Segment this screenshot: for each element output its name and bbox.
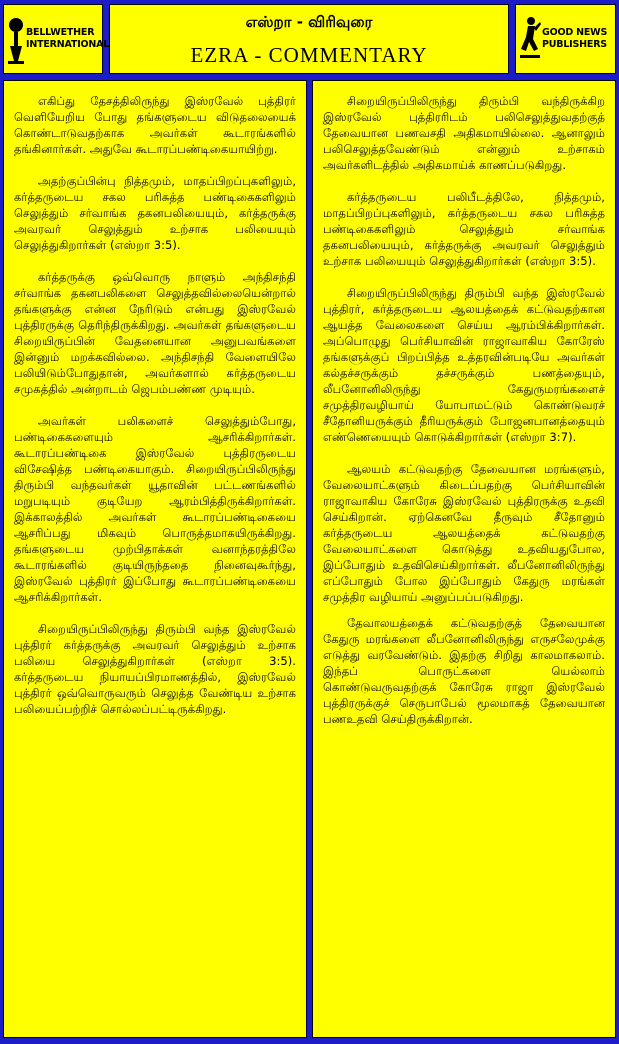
bellwether-logo-text xyxy=(26,27,109,51)
paragraph: கர்த்தருடைய பலிபீடத்திலே, நித்தமும், மாதப்பிறப்புகளிலும், கர்த்தருடைய சகல பரிசுத்த பண்டிகைகளிலும் செலுத்தும் சர்வாங்க தகனபலியையும், கர்த்தருக்கு அவரவர் செலுத்தும் உற்சாக பலியையும் செலுத்துகிறார்கள் (எஸ்றா 3:5). xyxy=(323,190,605,268)
paragraph: அவர்கள் பலிகளைச் செலுத்தும்போது, பண்டிகைகளையும் ஆசரிக்கிறார்கள். கூடாரப்பண்டிகை இஸ்ரவேல் புத்திரருடைய விசேஷித்த பண்டிகையாகும். சிறையிருப்பிலிருந்து திரும்பி வந்தவர்கள் யூதாவின் பட்டணங்களில் மறுபடியும் குடியேற ஆரம்பித்திருக்கிறார்கள். இக்காலத்தில் அவர்கள் கூடாரப்பண்டிகையை ஆசரிப்பது மிகவும் பொருத்தமாகயிருக்கிறது. தங்களுடைய முற்பிதாக்கள் வனாந்தரத்திலே கூடாரங்களில் குடியிருந்ததை நினைவுகூர்ந்து, இஸ்ரவேல் புத்திரர் இப்போது கூடாரப்பண்டிகையை ஆசரிக்கிறார்கள். xyxy=(14,414,296,604)
logo-line1: GOOD NEWS xyxy=(542,27,608,38)
paragraph: சிறையிருப்பிலிருந்து திரும்பி வந்த இஸ்ரவேல் புத்திரர், கர்த்தருடைய ஆலயத்தைக் கட்டுவதற்கான ஆயத்த வேலைகளை செய்ய ஆரம்பிக்கிறார்கள். அப்பொழுது பெர்சியாவின் ராஜாவாகிய கோரேஸ் தங்களுக்குப் பிறப்பித்த உத்தரவின்படியே அவர்கள் கல்தச்சருக்கும் தச்சருக்கும் பணத்தையும், லீபனோனிலிருந்து கேதுருமரங்களைச் சமுத்திரவழியாய் யோபாமட்டும் கொண்டுவரச் சீதோனியருக்கும் தீரியருக்கும் போஜனபானத்தையும் எண்ணெயையும் கொடுக்கிறார்கள் (எஸ்றா 3:7). xyxy=(323,286,605,444)
runner-figure-icon xyxy=(518,15,542,65)
right-column xyxy=(312,80,616,1038)
paragraph: கர்த்தருக்கு ஒவ்வொரு நாளும் அந்திசந்தி சர்வாங்க தகனபலிகளை செலுத்தவில்லையென்றால் தங்களுக்கு என்ன நேரிடும் என்பது இஸ்ரவேல் புத்திரருக்கு தெரிந்திருக்கிறது. அவர்கள் தங்களுடைய சிறையிருப்பின் வேதனையான அனுபவங்களை இன்னும் மறக்கவில்லை. அந்திசந்தி வேளையிலே பலியிடும்போதுதான், அவர்களால் கர்த்தருடைய சமுகத்தில் அன்றாடம் ஜெபம்பண்ண முடியும். xyxy=(14,270,296,396)
page-title-english: EZRA - COMMENTARY xyxy=(190,43,428,67)
good-news-logo-text xyxy=(542,27,607,51)
title-box xyxy=(109,4,509,74)
paragraph: சிறையிருப்பிலிருந்து திரும்பி வந்த இஸ்ரவேல் புத்திரர் கர்த்தருக்கு அவரவர் செலுத்தும் உற்சாக பலியை செலுத்துகிறார்கள் (எஸ்றா 3:5). கர்த்தருடைய நியாயப்பிரமாணத்தில், இஸ்ரவேல் புத்திரர் ஒவ்வொருவரும் செலுத்த வேண்டிய உற்சாக பலியைப்பற்றிச் சொல்லப்பட்டிருக்கிறது. xyxy=(14,622,296,716)
paragraph: அதற்குப்பின்பு நித்தமும், மாதப்பிறப்புகளிலும், கர்த்தருடைய சகல பரிசுத்த பண்டிகைகளிலும் செலுத்தும் சர்வாங்க தகனபலியையும், கர்த்தருக்கு அவரவர் செலுத்தும் உற்சாக பலியையும் செலுத்துகிறார்கள் (எஸ்றா 3:5). xyxy=(14,174,296,252)
paragraph: எகிப்து தேசத்திலிருந்து இஸ்ரவேல் புத்திரர் வெளியேறிய போது தங்களுடைய விடுதலையைக் கொண்டாடுவதற்காக அவர்கள் கூடாரங்களில் தங்கினார்கள். அதுவே கூடாரப்பண்டிகையாயிற்று. xyxy=(14,94,296,156)
logo-line2: INTERNATIONAL xyxy=(26,39,110,50)
paragraph: தேவாலயத்தைக் கட்டுவதற்குத் தேவையான கேதுரு மரங்களை லீபனோனிலிருந்து எருசலேமுக்கு எடுத்து வரவேண்டும். இதற்கு சிறிது காலமாகலாம். இந்தப் பொருட்களை யெல்லாம் கொண்டுவருவதற்குக் கோரேசு ராஜா இஸ்ரவேல் புத்திரருக்குச் செருபாபேல் மூலமாகத் தேவையான பணஉதவி செய்திருக்கிறான். xyxy=(323,616,605,726)
left-column xyxy=(3,80,307,1038)
page-header xyxy=(0,0,619,78)
logo-line1: BELLWETHER xyxy=(26,27,95,38)
paragraph: ஆலயம் கட்டுவதற்கு தேவையான மரங்களும், வேலையாட்களும் கிடைப்பதற்கு பெர்சியாவின் ராஜாவாகிய கோரேசு இஸ்ரவேல் புத்திரருக்கு உதவி செய்கிறான். ஏற்கெனவே தீருவும் சீதோனும் கர்த்தருடைய ஆலயத்தைக் கட்டுவதற்கு வேலையாட்களை கொடுத்து உதவியதுபோல, இப்போதும் உதவிசெய்கிறார்கள். லீபனோனிலிருந்து எப்போதும் போல இப்போதும் கேதுரு மரங்கள் சமுத்திர வழியாய் அனுப்பப்படுகிறது. xyxy=(323,462,605,604)
good-news-logo xyxy=(515,4,616,74)
logo-line2: PUBLISHERS xyxy=(542,39,607,50)
page-title-tamil: எஸ்றா - விரிவுரை xyxy=(245,13,373,31)
bellwether-logo xyxy=(3,4,110,74)
globe-figure-icon xyxy=(6,15,28,65)
paragraph: சிறையிருப்பிலிருந்து திரும்பி வந்திருக்கிற இஸ்ரவேல் புத்திரரிடம் பலிசெலுத்துவதற்குத் தேவையான பணவசதி அதிகமாயில்லை. ஆனாலும் பலிசெலுத்தவேண்டும் என்னும் உற்சாகம் அவர்களிடத்தில் அதிகமாய்க் காணப்படுகிறது. xyxy=(323,94,605,172)
